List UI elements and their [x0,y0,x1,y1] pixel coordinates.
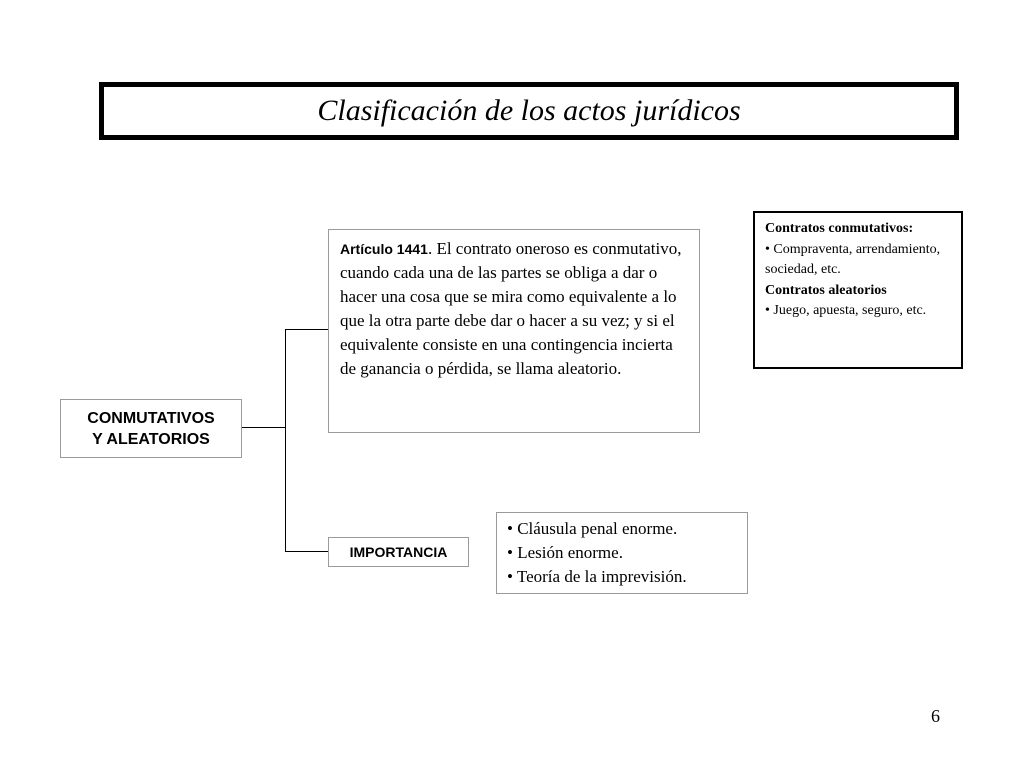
connector-vertical [285,329,286,552]
article-reference: Artículo 1441 [340,241,428,257]
importance-items-box [496,512,748,594]
root-label-line1: CONMUTATIVOS [87,409,215,427]
aleatory-examples: • Juego, apuesta, seguro, etc. [765,303,927,318]
examples-box [753,211,963,369]
article-text: . El contrato oneroso es conmutativo, cuando cada una de las partes se obliga a dar o hacer una cosa que se mira como equivalente a lo que la otra parte debe dar o hacer a su vez; y si el equivalente consiste en una contingencia incierta de ganancia o pérdida, se llama aleatorio. [340,239,682,378]
root-label-line2: Y ALEATORIOS [92,430,210,448]
commutative-examples: • Compraventa, arrendamiento, sociedad, etc. [765,241,941,277]
connector-root-horizontal [242,427,286,428]
page-number: 6 [931,706,940,726]
article-box [328,229,700,433]
connector-to-article [285,329,328,330]
importance-node [328,537,469,567]
aleatory-heading: Contratos aleatorios [765,282,887,298]
list-item: • Cláusula penal enorme. [507,519,678,538]
connector-to-importance [285,551,328,552]
title-banner [99,82,959,140]
list-item: • Teoría de la imprevisión. [507,567,687,586]
root-node [60,399,242,458]
list-item: • Lesión enorme. [507,543,623,562]
commutative-heading: Contratos conmutativos: [765,221,914,236]
page-title: Clasificación de los actos jurídicos [317,94,741,127]
importance-label: IMPORTANCIA [349,544,448,560]
